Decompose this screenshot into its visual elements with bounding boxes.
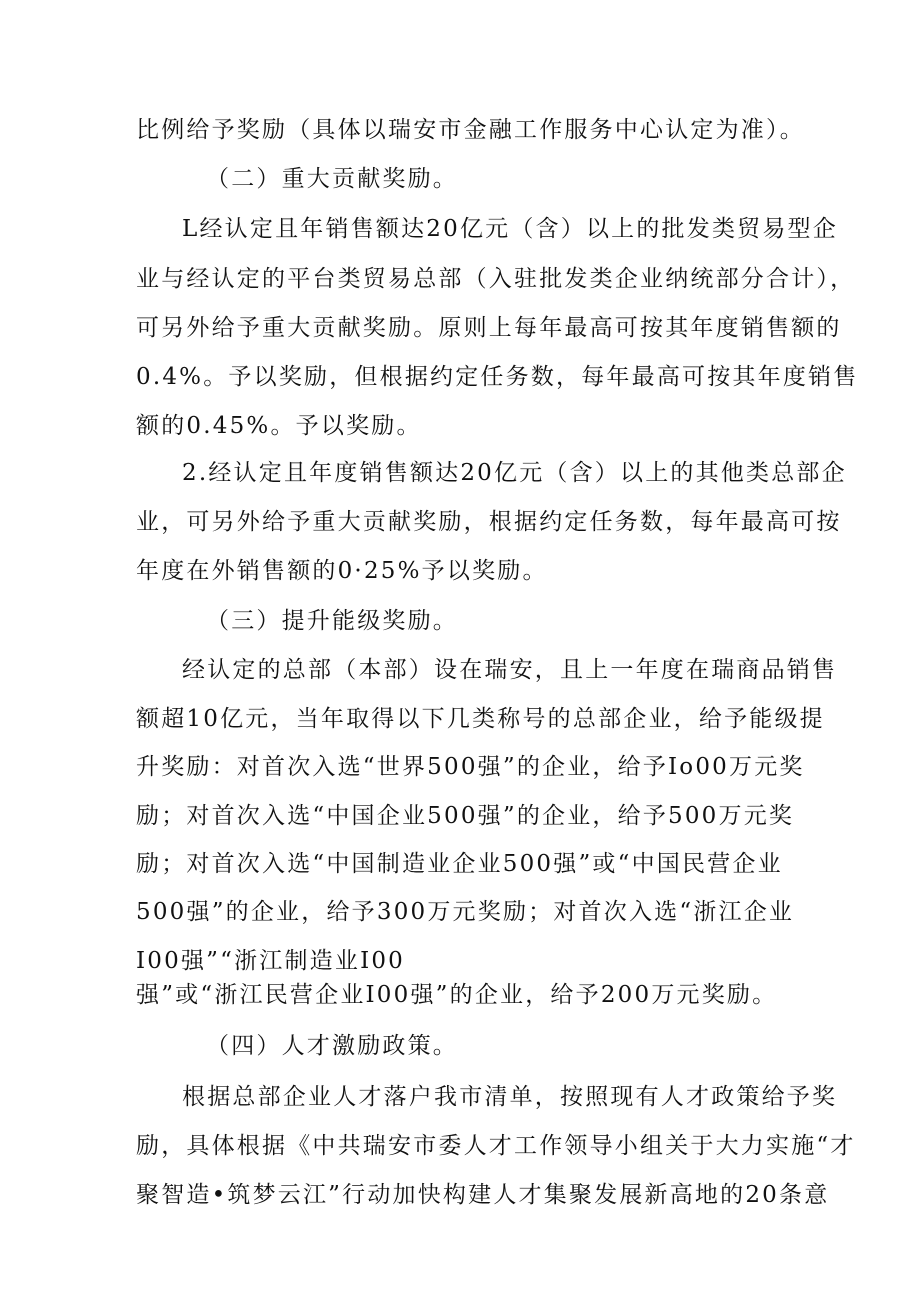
body-line: 业与经认定的平台类贸易总部（入驻批发类企业纳统部分合计）， [136, 266, 856, 292]
body-line: 比例给予奖励（具体以瑞安市金融工作服务中心认定为准）。 [136, 117, 805, 143]
paragraph-start: 经认定的总部（本部）设在瑞安，且上一年度在瑞商品销售 [182, 657, 838, 683]
body-line: 500强”的企业，给予300万元奖励；对首次入选“浙江企业 [136, 899, 795, 925]
body-line: 0.4%。予以奖励，但根据约定任务数，每年最高可按其年度销售 [136, 364, 859, 390]
body-line: 业，可另外给予重大贡献奖励，根据约定任务数，每年最高可按 [136, 509, 842, 535]
body-line: 可另外给予重大贡献奖励。原则上每年最高可按其年度销售额的 [136, 315, 842, 341]
paragraph-start: 根据总部企业人才落户我市清单，按照现有人才政策给予奖 [182, 1084, 838, 1110]
body-line: 励；对首次入选“中国制造业企业500强”或“中国民营企业 [136, 851, 783, 877]
paragraph-start: L经认定且年销售额达20亿元（含）以上的批发类贸易型企 [182, 216, 838, 242]
body-line: 强”或“浙江民营企业I00强”的企业，给予200万元奖励。 [136, 982, 778, 1008]
body-line: 额的0.45%。予以奖励。 [136, 413, 422, 439]
body-line: 励；对首次入选“中国企业500强”的企业，给予500万元奖 [136, 803, 795, 829]
paragraph-start: 2.经认定且年度销售额达20亿元（含）以上的其他类总部企 [182, 460, 847, 486]
section-heading: （三）提升能级奖励。 [206, 608, 458, 634]
section-heading: （四）人才激励政策。 [206, 1033, 458, 1059]
body-line: 额超10亿元，当年取得以下几类称号的总部企业，给予能级提 [136, 706, 825, 732]
body-line: 励，具体根据《中共瑞安市委人才工作领导小组关于大力实施“才 [136, 1133, 856, 1159]
body-line: 年度在外销售额的0·25%予以奖励。 [136, 558, 548, 584]
body-line: I00强”“浙江制造业I00 [136, 948, 406, 974]
body-line: 升奖励：对首次入选“世界500强”的企业，给予Io00万元奖 [136, 754, 805, 780]
body-line: 聚智造•筑梦云江”行动加快构建人才集聚发展新高地的20条意 [136, 1182, 830, 1208]
section-heading: （二）重大贡献奖励。 [206, 166, 458, 192]
